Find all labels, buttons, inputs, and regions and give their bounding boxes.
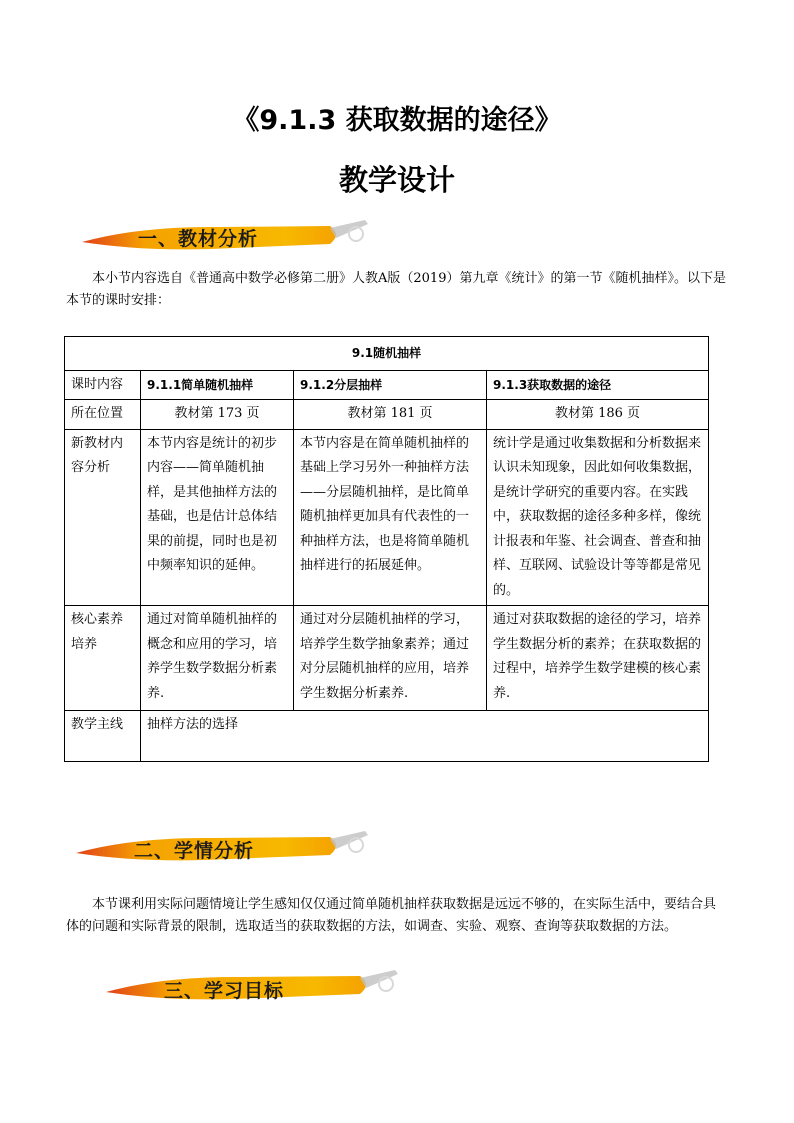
- document-subtitle: 教学设计: [338, 163, 455, 197]
- location-2: 教材第 181 页: [294, 400, 487, 430]
- col-name-2: 9.1.2分层抽样: [294, 370, 487, 400]
- col-name-3: 9.1.3获取数据的途径: [487, 370, 709, 400]
- label-content: 课时内容: [65, 370, 141, 400]
- section-title-2: 二、学情分析: [134, 840, 255, 862]
- situation-paragraph: 本节课利用实际问题情境让学生感知仅仅通过简单随机抽样获取数据是远远不够的，在实际生活中，要结合具体的问题和实际背景的限制，选取适当的获取数据的方法，如调查、实验、观察、查询等获取数据的方法。: [66, 897, 717, 934]
- literacy-1: 通过对简单随机抽样的概念和应用的学习，培养学生数学数据分析素养.: [141, 606, 294, 711]
- label-literacy: 核心素养培养: [65, 606, 141, 711]
- label-analysis: 新教材内容分析: [65, 429, 141, 606]
- section-banner-1: [80, 218, 370, 258]
- literacy-3: 通过对获取数据的途径的学习，培养学生数据分析的素养；在获取数据的过程中，培养学生数学建模的核心素养.: [487, 606, 709, 711]
- mainline-value: 抽样方法的选择: [141, 711, 709, 762]
- section-banner-3: [104, 968, 400, 1008]
- analysis-1: 本节内容是统计的初步内容——简单随机抽样，是其他抽样方法的基础，也是估计总体结果的前提，同时也是初中频率知识的延伸。: [141, 429, 294, 606]
- literacy-2: 通过对分层随机抽样的学习，培养学生数学抽象素养；通过对分层随机抽样的应用，培养学生数据分析素养.: [294, 606, 487, 711]
- section-title-1: 一、教材分析: [138, 228, 259, 250]
- label-mainline: 教学主线: [65, 711, 141, 762]
- intro-paragraph: 本小节内容选自《普通高中数学必修第二册》人教A版（2019）第九章《统计》的第一节《随机抽样》。以下是本节的课时安排：: [66, 271, 726, 308]
- section-title-3: 三、学习目标: [164, 980, 285, 1002]
- location-1: 教材第 173 页: [141, 400, 294, 430]
- lesson-plan-table: [64, 336, 709, 762]
- analysis-2: 本节内容是在简单随机抽样的基础上学习另外一种抽样方法——分层随机抽样，是比简单随机抽样更加具有代表性的一种抽样方法，也是将简单随机抽样进行的拓展延伸。: [294, 429, 487, 606]
- col-name-1: 9.1.1简单随机抽样: [141, 370, 294, 400]
- table-header: 9.1随机抽样: [65, 337, 709, 371]
- document-title: 《9.1.3 获取数据的途径》: [232, 105, 562, 136]
- label-location: 所在位置: [65, 400, 141, 430]
- location-3: 教材第 186 页: [487, 400, 709, 430]
- analysis-3: 统计学是通过收集数据和分析数据来认识未知现象，因此如何收集数据，是统计学研究的重要内容。在实践中，获取数据的途径多种多样，像统计报表和年鉴、社会调查、普查和抽样、互联网、试验设计等等都是常见的。: [487, 429, 709, 606]
- section-banner-2: [74, 829, 370, 869]
